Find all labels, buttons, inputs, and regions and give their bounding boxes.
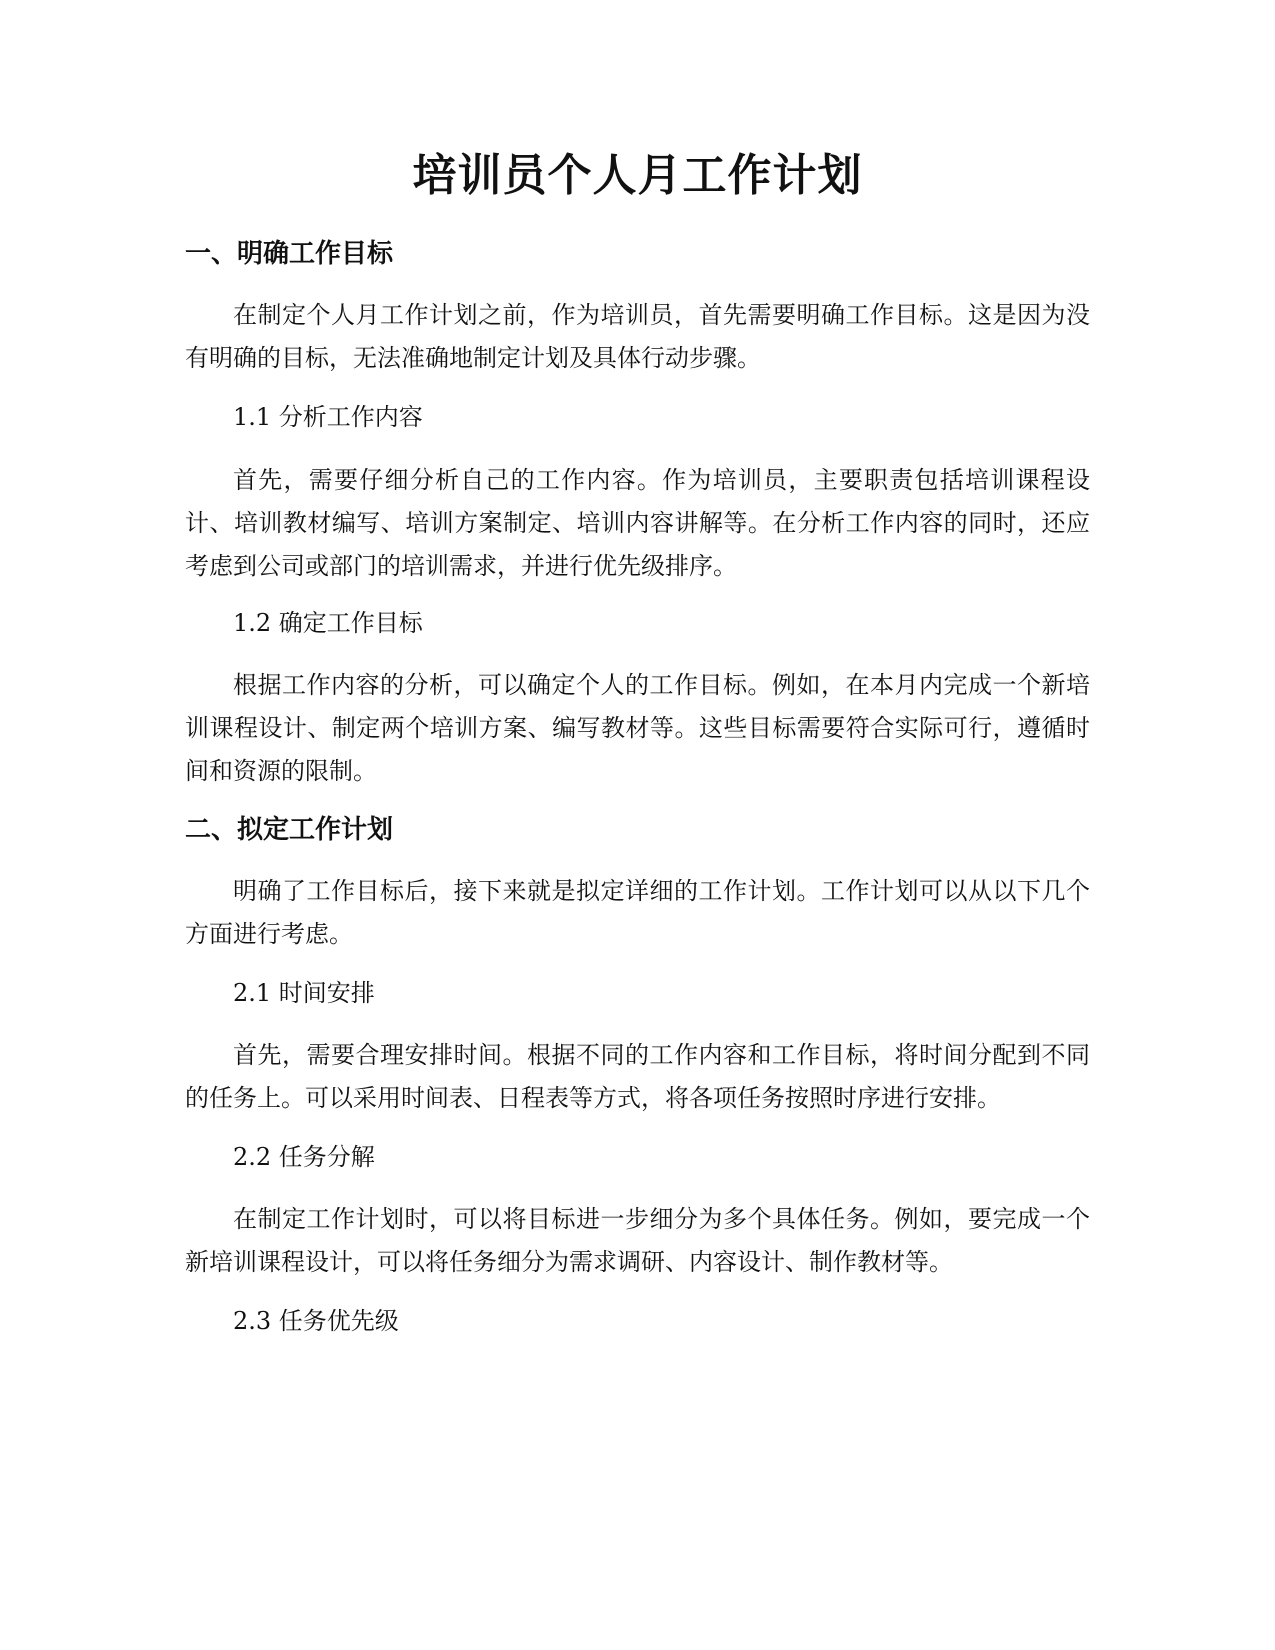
subsection-2-1-text: 首先，需要合理安排时间。根据不同的工作内容和工作目标，将时间分配到不同的任务上。可以采用时间表、日程表等方式，将各项任务按照时序进行安排。	[185, 1041, 1090, 1112]
section-1-intro: 在制定个人月工作计划之前，作为培训员，首先需要明确工作目标。这是因为没有明确的目标，无法准确地制定计划及具体行动步骤。	[185, 301, 1090, 372]
subsection-2-1-heading: 2.1 时间安排	[233, 979, 375, 1007]
subsection-2-2-heading: 2.2 任务分解	[233, 1143, 375, 1171]
section-heading-1: 一、明确工作目标	[185, 239, 394, 269]
subsection-2-2-text: 在制定工作计划时，可以将目标进一步细分为多个具体任务。例如，要完成一个新培训课程设计，可以将任务细分为需求调研、内容设计、制作教材等。	[185, 1205, 1090, 1276]
section-heading-2: 二、拟定工作计划	[185, 815, 394, 845]
subsection-1-1-text: 首先，需要仔细分析自己的工作内容。作为培训员，主要职责包括培训课程设计、培训教材编写、培训方案制定、培训内容讲解等。在分析工作内容的同时，还应考虑到公司或部门的培训需求，并进行优先级排序。	[185, 466, 1090, 580]
section-2-intro: 明确了工作目标后，接下来就是拟定详细的工作计划。工作计划可以从以下几个方面进行考虑。	[185, 877, 1090, 948]
document-title: 培训员个人月工作计划	[412, 150, 863, 201]
subsection-1-1-heading: 1.1 分析工作内容	[233, 403, 423, 431]
subsection-1-2-text: 根据工作内容的分析，可以确定个人的工作目标。例如，在本月内完成一个新培训课程设计、制定两个培训方案、编写教材等。这些目标需要符合实际可行，遵循时间和资源的限制。	[185, 671, 1090, 785]
subsection-1-2-heading: 1.2 确定工作目标	[233, 609, 423, 637]
subsection-2-3-heading: 2.3 任务优先级	[233, 1307, 399, 1335]
